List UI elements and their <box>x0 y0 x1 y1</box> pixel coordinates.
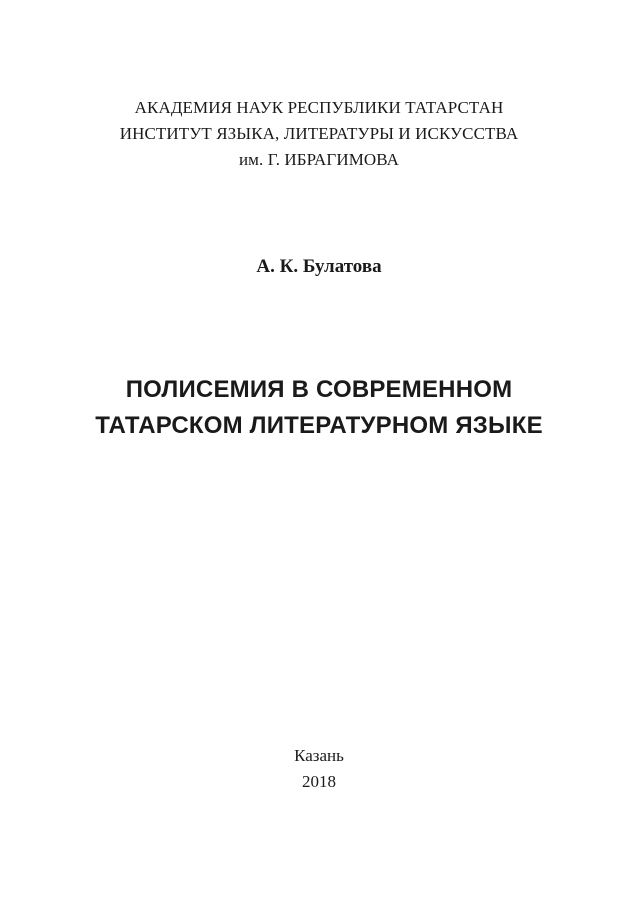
book-title-line-2: ТАТАРСКОМ ЛИТЕРАТУРНОМ ЯЗЫКЕ <box>95 412 543 439</box>
author-name: А. К. Булатова <box>256 256 382 277</box>
book-title-line-1: ПОЛИСЕМИЯ В СОВРЕМЕННОМ <box>125 376 513 403</box>
institution-line-academy: АКАДЕМИЯ НАУК РЕСПУБЛИКИ ТАТАРСТАН <box>134 98 504 117</box>
publication-city: Казань <box>294 746 344 765</box>
institution-line-named-after: им. Г. ИБРАГИМОВА <box>238 150 400 169</box>
publication-year: 2018 <box>302 772 336 791</box>
institution-line-institute: ИНСТИТУТ ЯЗЫКА, ЛИТЕРАТУРЫ И ИСКУССТВА <box>119 124 519 143</box>
